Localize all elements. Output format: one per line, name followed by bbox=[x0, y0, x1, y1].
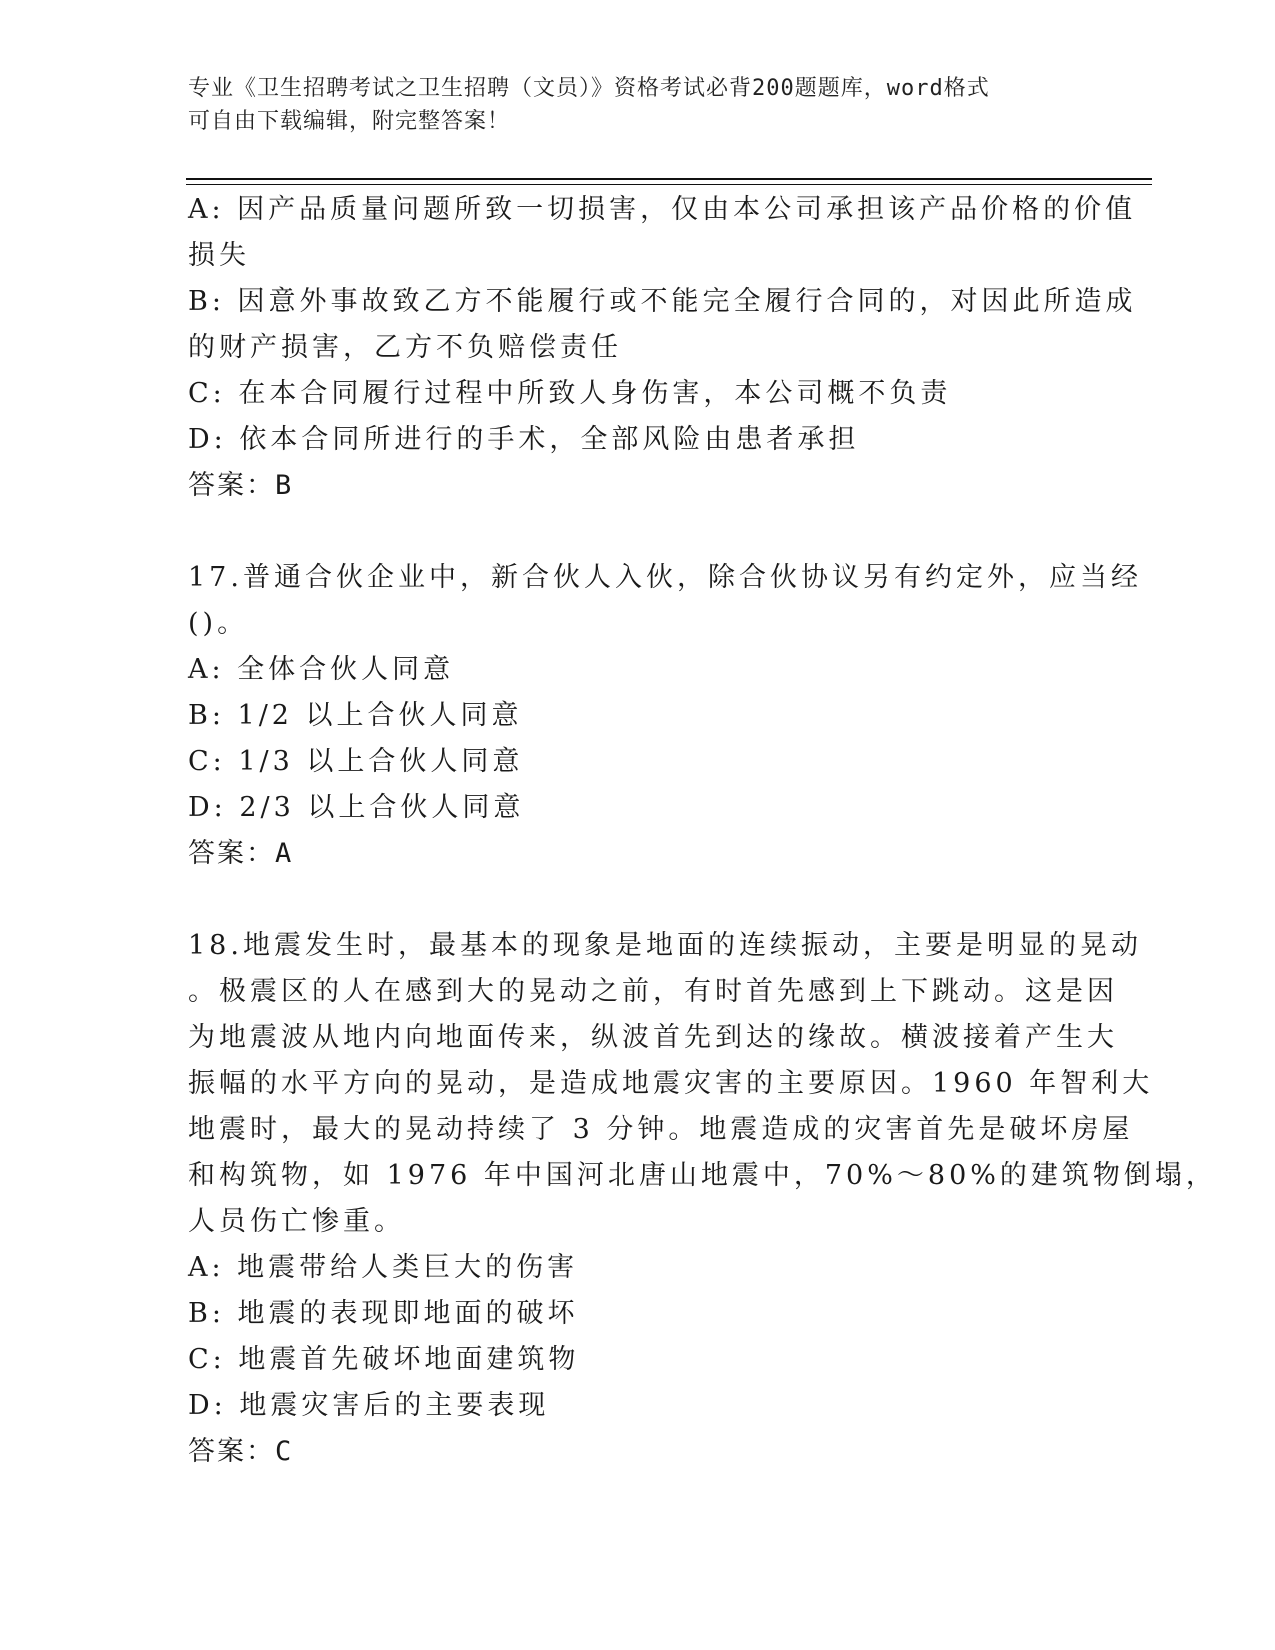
option-d: D: 2/3 以上合伙人同意 bbox=[188, 792, 525, 823]
answer-value: A bbox=[275, 838, 294, 869]
header-rule-thin bbox=[186, 184, 1152, 185]
answer-line bbox=[188, 463, 1078, 509]
answer-label: 答案： bbox=[188, 1436, 275, 1467]
answer-label: 答案： bbox=[188, 838, 275, 869]
question-stem-continued: ()。 bbox=[188, 608, 249, 639]
question-stem: 18.地震发生时，最基本的现象是地面的连续振动，主要是明显的晃动 bbox=[188, 930, 1142, 961]
question-stem-continued: 人员伤亡惨重。 bbox=[188, 1206, 405, 1237]
option-a: A: 全体合伙人同意 bbox=[188, 654, 455, 685]
answer-value: C bbox=[275, 1436, 294, 1467]
option-b: B: 地震的表现即地面的破坏 bbox=[188, 1298, 579, 1329]
option-a: A: 因产品质量问题所致一切损害，仅由本公司承担该产品价格的价值 bbox=[188, 194, 1137, 225]
question-content bbox=[188, 187, 1217, 1475]
answer-value: B bbox=[275, 470, 294, 501]
option-a-continued: 损失 bbox=[188, 240, 250, 271]
question-stem-continued: 和构筑物，如 1976 年中国河北唐山地震中，70%～80%的建筑物倒塌， bbox=[188, 1160, 1217, 1191]
question-stem-continued: 为地震波从地内向地面传来，纵波首先到达的缘故。横波接着产生大 bbox=[188, 1022, 1118, 1053]
spacer bbox=[188, 509, 1078, 555]
answer-line bbox=[188, 831, 1078, 877]
option-c: C: 地震首先破坏地面建筑物 bbox=[188, 1344, 580, 1375]
option-b: B: 因意外事故致乙方不能履行或不能完全履行合同的，对因此所造成 bbox=[188, 286, 1137, 317]
question-stem-continued: 。极震区的人在感到大的晃动之前，有时首先感到上下跳动。这是因 bbox=[188, 976, 1118, 1007]
option-c: C: 1/3 以上合伙人同意 bbox=[188, 746, 524, 777]
document-header bbox=[188, 72, 1088, 138]
option-d: D: 依本合同所进行的手术，全部风险由患者承担 bbox=[188, 424, 860, 455]
header-rule-thick bbox=[186, 178, 1152, 180]
question-17 bbox=[188, 555, 1142, 877]
header-line-2: 可自由下载编辑，附完整答案！ bbox=[188, 109, 511, 134]
answer-label: 答案： bbox=[188, 470, 275, 501]
spacer bbox=[188, 877, 1078, 923]
header-line-1: 专业《卫生招聘考试之卫生招聘（文员）》资格考试必背200题题库，word格式 bbox=[188, 76, 990, 101]
question-16 bbox=[188, 187, 1137, 509]
question-stem-continued: 振幅的水平方向的晃动，是造成地震灾害的主要原因。1960 年智利大 bbox=[188, 1068, 1154, 1099]
option-b-continued: 的财产损害，乙方不负赔偿责任 bbox=[188, 332, 622, 363]
option-d: D: 地震灾害后的主要表现 bbox=[188, 1390, 550, 1421]
option-b: B: 1/2 以上合伙人同意 bbox=[188, 700, 523, 731]
question-stem: 17.普通合伙企业中，新合伙人入伙，除合伙协议另有约定外，应当经 bbox=[188, 562, 1142, 593]
option-a: A: 地震带给人类巨大的伤害 bbox=[188, 1252, 579, 1283]
option-c: C: 在本合同履行过程中所致人身伤害，本公司概不负责 bbox=[188, 378, 952, 409]
question-18 bbox=[188, 923, 1217, 1475]
answer-line bbox=[188, 1429, 1078, 1475]
question-stem-continued: 地震时，最大的晃动持续了 3 分钟。地震造成的灾害首先是破坏房屋 bbox=[188, 1114, 1134, 1145]
